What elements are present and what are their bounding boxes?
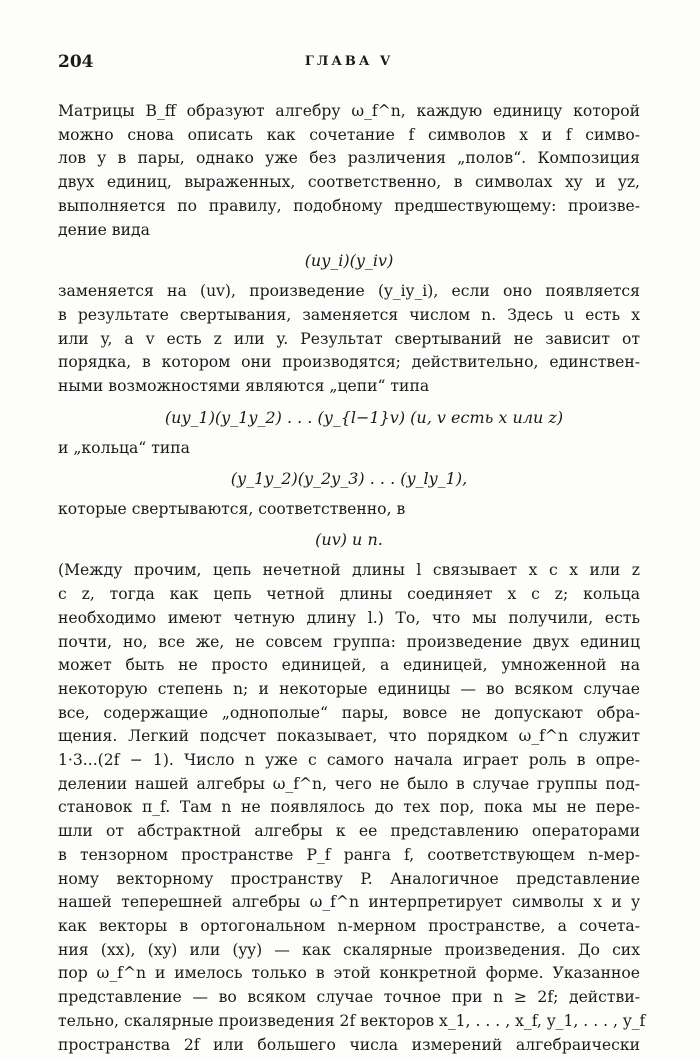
paragraph-2 xyxy=(58,280,640,399)
text-line: с z, тогда как цепь четной длины соединяет x с z; кольца xyxy=(58,585,640,604)
rings-lead-text: и „кольца“ типа xyxy=(58,438,190,457)
text-line: дение вида xyxy=(58,220,150,239)
text-line: нашей теперешней алгебры ω_f^n интерпретирует символы x и y xyxy=(58,893,640,912)
formula-results: (uv) и n. xyxy=(315,530,383,550)
text-line: все, содержащие „однополые“ пары, вовсе не допускают обра- xyxy=(58,703,640,722)
text-line: Матрицы B_ff образуют алгебру ω_f^n, каждую единицу которой xyxy=(58,102,640,120)
text-line: (Между прочим, цепь нечетной длины l связывает x с x или z xyxy=(58,561,640,580)
text-line: необходимо имеют четную длину l.) То, что мы получили, есть xyxy=(58,608,640,627)
text-line: почти, но, все же, не совсем группа: произведение двух единиц xyxy=(58,632,640,651)
paragraph-4 xyxy=(58,559,646,1057)
text-line: которые свертываются, соответственно, в xyxy=(58,499,406,518)
text-line: делении нашей алгебры ω_f^n, чего не было в случае группы под- xyxy=(58,774,640,793)
text-line: можно снова описать как сочетание f символов x и f симво- xyxy=(58,125,640,144)
text-line: может быть не просто единицей, а единицей, умноженной на xyxy=(58,656,640,675)
text-line: двух единиц, выраженных, соответственно, в символах xy и yz, xyxy=(58,173,640,192)
page-number: 204 xyxy=(58,52,94,72)
text-line: шли от абстрактной алгебры к ее представлению операторами xyxy=(58,822,640,841)
formula-chain: (uy_1)(y_1y_2) . . . (y_{l−1}v) (u, v есть x или z) xyxy=(164,407,564,427)
text-line: лов y в пары, однако уже без различения „полов“. Композиция xyxy=(58,149,640,168)
text-line: ными возможностями являются „цепи“ типа xyxy=(58,377,430,396)
text-line: в тензорном пространстве P_f ранга f, соответствующем n-мер- xyxy=(58,845,640,864)
paragraph-1 xyxy=(58,100,640,242)
text-line: выполняется по правилу, подобному предшествующему: произве- xyxy=(58,196,640,215)
text-line: щения. Легкий подсчет показывает, что порядком ω_f^n служит xyxy=(58,727,640,746)
text-line: становок π_f. Там n не появлялось до тех пор, пока мы не пере- xyxy=(58,798,640,817)
running-head: ГЛАВА V xyxy=(304,54,394,69)
text-line: пространства 2f или большего числа измерений алгебраически xyxy=(58,1035,640,1054)
book-page xyxy=(58,52,646,1057)
text-line: как векторы в ортогональном n-мерном пространстве, а сочета- xyxy=(58,916,640,935)
text-line: представление — во всяком случае точное при n ≥ 2f; действи- xyxy=(58,988,640,1007)
text-line: 1·3...(2f − 1). Число n уже с самого начала играет роль в опре- xyxy=(58,751,640,770)
text-line: тельно, скалярные произведения 2f векторов x_1, . . . , x_f, y_1, . . . , y_f xyxy=(58,1011,646,1030)
text-line: или y, а v есть z или y. Результат свертываний не зависит от xyxy=(58,329,640,348)
text-line: некоторую степень n; и некоторые единицы — во всяком случае xyxy=(58,679,640,698)
page-header xyxy=(58,52,640,82)
formula-product: (uy_i)(y_iv) xyxy=(304,251,394,271)
formula-ring: (y_1y_2)(y_2y_3) . . . (y_ly_1), xyxy=(230,468,468,488)
text-line: ния (xx), (xy) или (yy) — как скалярные произведения. До сих xyxy=(58,940,640,959)
paragraph-3 xyxy=(58,498,640,522)
text-line: заменяется на (uv), произведение (y_iy_i), если оно появляется xyxy=(58,282,640,301)
text-line: пор ω_f^n и имелось только в этой конкретной форме. Указанное xyxy=(58,964,640,983)
text-line: ному векторному пространству P. Аналогичное представление xyxy=(58,869,640,888)
text-line: в результате свертывания, заменяется числом n. Здесь u есть x xyxy=(58,305,640,324)
text-line: порядка, в котором они производятся; действительно, единствен- xyxy=(58,353,640,372)
